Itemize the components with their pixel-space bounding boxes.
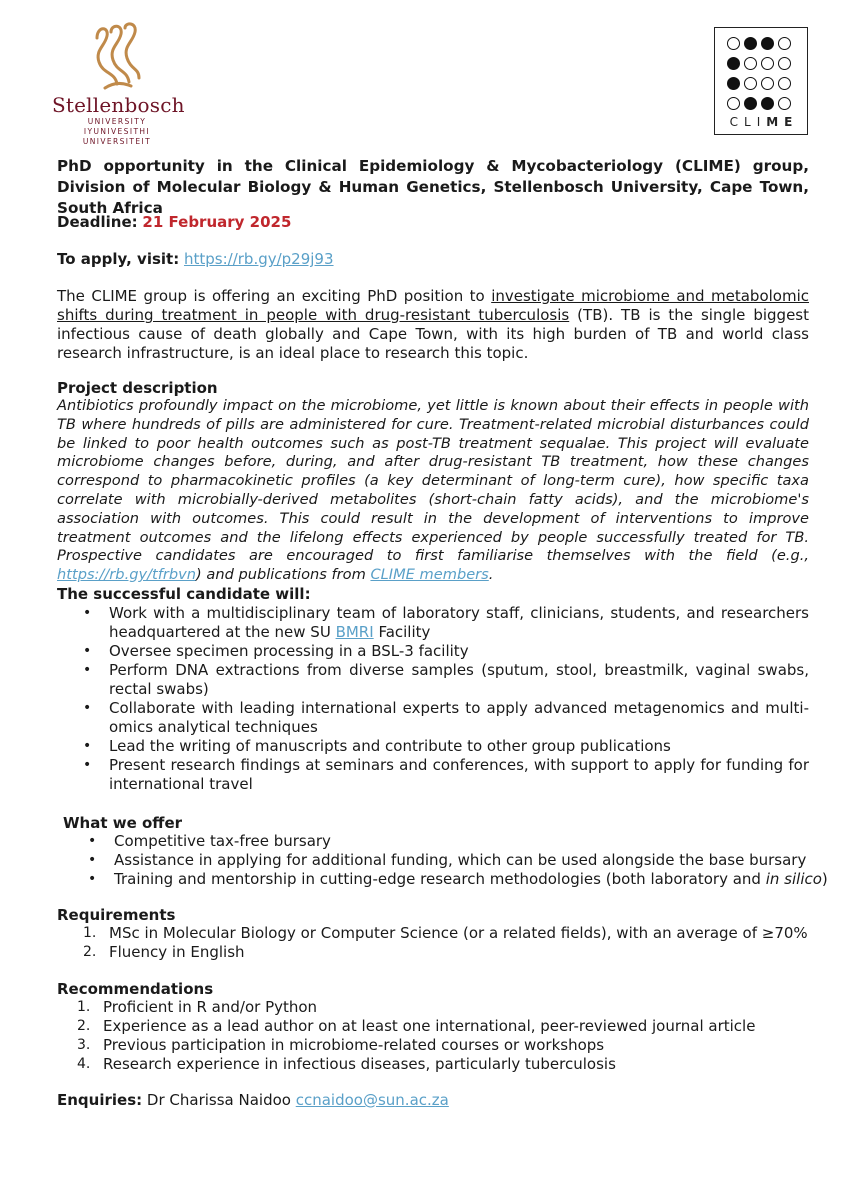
filled-dot-icon [744,97,757,110]
offer-last-text: Training and mentorship in cutting-edge research methodologies (both laboratory and [114,870,766,888]
filled-dot-icon [761,37,774,50]
project-paragraph [57,397,809,585]
enquiries-email-link[interactable]: ccnaidoo@sun.ac.za [295,1091,449,1109]
project-title: Project description [57,379,218,397]
empty-dot-icon [744,77,757,90]
apply-label: To apply, visit: [57,250,180,268]
recommendations-title: Recommendations [57,980,214,998]
list-item [109,604,809,642]
stellenbosch-crest-icon [87,20,147,92]
requirements-title: Requirements [57,906,176,924]
list-item: • Present research findings at seminars and conferences, with support to apply for funding for international travel [109,756,809,794]
deadline-value: 21 February 2025 [142,213,292,231]
recommendation-text: Research experience in infectious diseases, particularly tuberculosis [103,1055,616,1073]
empty-dot-icon [778,97,791,110]
clime-logo [714,27,808,135]
list-item [83,943,809,962]
empty-dot-icon [778,37,791,50]
enquiries-line [57,1091,449,1109]
candidate-item-after: Facility [373,623,431,641]
deadline-line [57,213,291,231]
list-item [83,924,809,943]
recommendation-text: Experience as a lead author on at least one international, peer-reviewed journal article [103,1017,756,1035]
list-number: 3. [77,1037,91,1053]
empty-dot-icon [727,97,740,110]
project-link-2[interactable]: CLIME members [370,566,489,584]
headline: PhD opportunity in the Clinical Epidemiology & Mycobacteriology (CLIME) group, Division of Molecular Biology & Human Genetics, Stellenbosch University, Cape Town, South Africa [57,157,809,217]
apply-link[interactable]: https://rb.gy/p29j93 [183,250,334,268]
recommendation-text: Proficient in R and/or Python [103,998,318,1016]
apply-line [57,250,334,268]
enquiries-name: Dr Charissa Naidoo [146,1091,291,1109]
clime-logo-text: CLIME [729,115,799,129]
recommendation-text: Previous participation in microbiome-related courses or workshops [103,1036,605,1054]
candidate-title: The successful candidate will: [57,585,311,603]
offer-list [114,832,834,889]
deadline-label: Deadline: [57,213,138,231]
list-item [77,1036,813,1055]
filled-dot-icon [744,37,757,50]
candidate-list [109,604,809,794]
list-item: • Collaborate with leading international experts to apply advanced metagenomics and multi-omics analytical techniques [109,699,809,737]
bmri-link[interactable]: BMRI [335,623,374,641]
requirement-text: MSc in Molecular Biology or Computer Science (or a related fields), with an average of ≥70% [109,924,808,942]
list-number: 1. [77,999,91,1015]
empty-dot-icon [778,77,791,90]
list-item: • Oversee specimen processing in a BSL-3 facility [109,642,809,661]
intro-before: The CLIME group is offering an exciting PhD position to [57,287,492,305]
list-item [114,870,834,889]
clime-dot-grid [726,36,793,112]
list-number: 1. [83,925,97,941]
list-item: • Perform DNA extractions from diverse samples (sputum, stool, breastmilk, vaginal swabs, rectal swabs) [109,661,809,699]
list-number: 2. [83,944,97,960]
empty-dot-icon [761,57,774,70]
filled-dot-icon [727,57,740,70]
filled-dot-icon [727,77,740,90]
offer-title: What we offer [63,814,183,832]
stellenbosch-logo [52,20,185,147]
su-sub-1: UNIVERSITY [87,117,147,126]
list-item: • Lead the writing of manuscripts and contribute to other group publications [109,737,809,756]
empty-dot-icon [727,37,740,50]
intro-paragraph [57,287,809,363]
list-number: 4. [77,1056,91,1072]
project-end: . [488,566,494,584]
project-link-1[interactable]: https://rb.gy/tfrbvn [57,566,197,584]
requirement-text: Fluency in English [109,943,245,961]
list-item: • Assistance in applying for additional funding, which can be used alongside the base bursary [114,851,834,870]
offer-last-italic: in silico [765,870,822,888]
intro-after: (TB). TB is the single biggest infectious cause of death globally and Cape Town, with its high burden of TB and world class research infrastructure, is an ideal place to research this topic. [57,306,810,362]
intro-highlight: investigate microbiome and metabolomic shifts during treatment in people with drug-resistant tuberculosis [57,287,809,324]
empty-dot-icon [778,57,791,70]
project-text: Antibiotics profoundly impact on the microbiome, yet little is known about their effects in people with TB where hundreds of pills are administered for cure. Treatment-related microbial disturbances could be linked to poor health outcomes such as post-TB treatment sequalae. This project will evaluate microbiome changes before, during, and after drug-resistant TB treatment, how these changes correspond to pharmacokinetic profiles (a key determinant of long-term cure), how specific taxa correlate with microbially-derived metabolites (short-chain fatty acids), and the microbiome's association with outcomes. This could result in the development of interventions to improve treatment outcomes and the lifelong effects experienced by people successfully treated for TB. Prospective candidates are encouraged to first familiarise themselves with the field (e.g., [57,397,809,565]
list-number: 2. [77,1018,91,1034]
candidate-item-text: Work with a multidisciplinary team of laboratory staff, clinicians, students, and researchers headquartered at the new SU [109,604,809,641]
recommendations-list [77,998,813,1074]
filled-dot-icon [761,97,774,110]
su-name: Stellenbosch [52,93,185,117]
su-sub-3: UNIVERSITEIT [82,137,152,146]
list-item [77,1017,813,1036]
enquiries-label: Enquiries: [57,1091,143,1109]
offer-last-after: ) [821,870,828,888]
requirements-list [83,924,809,962]
project-middle: ) and publications from [196,566,371,584]
list-item [77,1055,813,1074]
empty-dot-icon [761,77,774,90]
list-item: • Competitive tax-free bursary [114,832,834,851]
su-sub-2: IYUNIVESITHI [83,127,151,136]
empty-dot-icon [744,57,757,70]
list-item [77,998,813,1017]
